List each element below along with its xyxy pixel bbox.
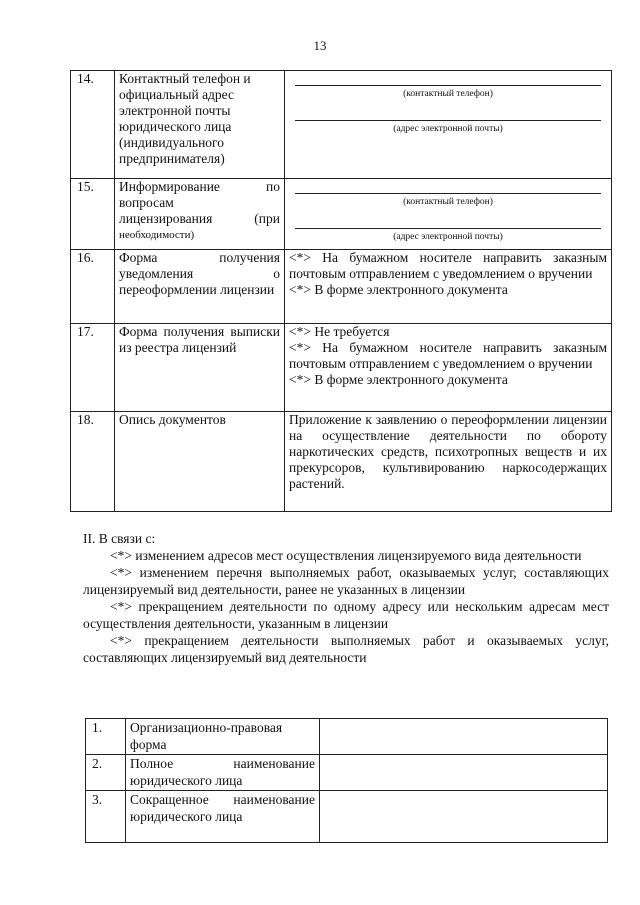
row-number: 1. (86, 719, 126, 755)
option-text[interactable]: <*> На бумажном носителе направить заказным почтовым отправлением с уведомлением о вручении (289, 340, 607, 371)
label-line: электронной почты (119, 103, 231, 118)
phone-line[interactable] (295, 71, 601, 86)
row-options (285, 250, 612, 324)
phone-caption: (контактный телефон) (403, 197, 493, 207)
label-line: предпринимателя) (119, 151, 225, 166)
row-label: Организационно-правовая форма (126, 719, 320, 755)
email-caption: (адрес электронной почты) (393, 124, 503, 134)
row-label (115, 179, 285, 250)
row-number: 2. (86, 755, 126, 791)
table-row (86, 755, 608, 791)
value-cell[interactable] (320, 719, 608, 755)
phone-caption: (контактный телефон) (403, 89, 493, 99)
row-label: Форма получения выписки из реестра лицензий (115, 324, 285, 412)
email-line[interactable] (295, 106, 601, 121)
value-cell[interactable] (320, 791, 608, 843)
label-line: лицензирования (при (119, 211, 280, 226)
row-number: 17. (71, 324, 115, 412)
section-heading: II. В связи с: (83, 531, 156, 546)
table-row (86, 719, 608, 755)
option-text[interactable]: <*> В форме электронного документа (289, 372, 508, 387)
application-table (70, 70, 612, 512)
contact-fields (285, 179, 612, 250)
label-line: Контактный телефон и (119, 71, 251, 86)
option-text[interactable]: <*> Не требуется (289, 324, 390, 339)
email-caption: (адрес электронной почты) (393, 232, 503, 242)
section-2 (83, 530, 609, 666)
table-row (71, 250, 612, 324)
row-number: 3. (86, 791, 126, 843)
row-number: 18. (71, 412, 115, 512)
row-number: 16. (71, 250, 115, 324)
option-text[interactable]: <*> В форме электронного документа (289, 282, 508, 297)
row-value: Приложение к заявлению о переоформлении лицензии на осуществление деятельности по обороту наркотических средств, психотропных веществ и их прекурсоров, культивированию наркосодержащих растений. (285, 412, 612, 512)
row-number: 14. (71, 71, 115, 179)
email-line[interactable] (295, 214, 601, 229)
table-row (71, 412, 612, 512)
organization-table (85, 718, 608, 843)
table-row (86, 791, 608, 843)
reason-item[interactable]: <*> изменением перечня выполняемых работ, оказываемых услуг, составляющих лицензируемый вид деятельности, ранее не указанных в лицензии (83, 565, 609, 597)
table-row (71, 71, 612, 179)
table-row (71, 179, 612, 250)
row-label: Форма получения уведомления о переоформлении лицензии (115, 250, 285, 324)
reason-item[interactable]: <*> прекращением деятельности выполняемых работ и оказываемых услуг, составляющих лицензируемый вид деятельности (83, 633, 609, 665)
table-row (71, 324, 612, 412)
row-label: Полное наименование юридического лица (126, 755, 320, 791)
label-line: вопросам (119, 195, 174, 210)
value-cell[interactable] (320, 755, 608, 791)
label-line: официальный адрес (119, 87, 235, 102)
label-line: необходимости) (119, 229, 195, 241)
reason-item[interactable]: <*> изменением адресов мест осуществления лицензируемого вида деятельности (110, 548, 582, 563)
row-label: Сокращенное наименование юридического лица (126, 791, 320, 843)
phone-line[interactable] (295, 179, 601, 194)
row-options (285, 324, 612, 412)
reason-item[interactable]: <*> прекращением деятельности по одному адресу или нескольким адресам мест осуществления деятельности, указанным в лицензии (83, 599, 609, 631)
row-number: 15. (71, 179, 115, 250)
label-line: (индивидуального (119, 135, 225, 150)
row-label (115, 71, 285, 179)
option-text[interactable]: <*> На бумажном носителе направить заказным почтовым отправлением с уведомлением о вручении (289, 250, 607, 281)
page-number: 13 (313, 38, 327, 53)
row-label: Опись документов (115, 412, 285, 512)
label-line: юридического лица (119, 119, 232, 134)
label-line: Информирование по (119, 179, 280, 194)
contact-fields (285, 71, 612, 179)
